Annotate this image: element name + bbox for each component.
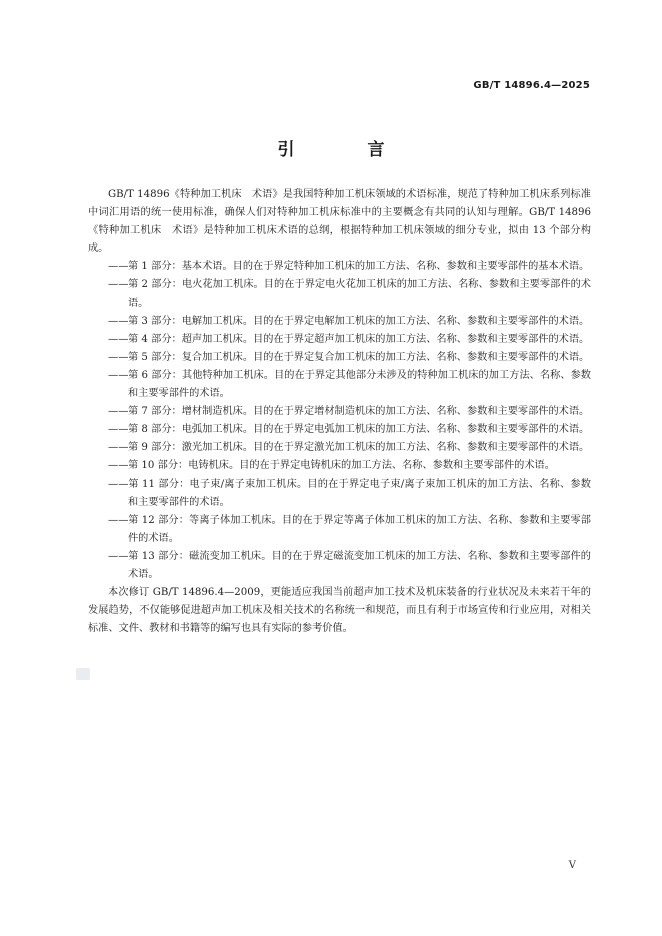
dash-marker: —— xyxy=(108,351,129,363)
list-item xyxy=(88,476,591,512)
part-text: 第 13 部分：磁流变加工机床。目的在于界定磁流变加工机床的加工方法、名称、参数和主要零部件的术语。 xyxy=(128,550,591,580)
part-text: 第 11 部分：电子束/离子束加工机床。目的在于界定电子束/离子束加工机床的加工方法、名称、参数和主要零部件的术语。 xyxy=(128,478,591,508)
part-text: 第 3 部分：电解加工机床。目的在于界定电解加工机床的加工方法、名称、参数和主要零部件的术语。 xyxy=(128,315,590,327)
list-item xyxy=(88,403,591,421)
dash-marker: —— xyxy=(108,315,129,327)
list-item xyxy=(88,313,591,331)
list-item xyxy=(88,512,591,548)
part-text: 第 4 部分：超声加工机床。目的在于界定超声加工机床的加工方法、名称、参数和主要零部件的术语。 xyxy=(128,333,590,345)
part-text: 第 1 部分：基本术语。目的在于界定特种加工机床的加工方法、名称、参数和主要零部件的基本术语。 xyxy=(128,261,590,273)
revision-paragraph: 本次修订 GB/T 14896.4—2009，更能适应我国当前超声加工技术及机床装备的行业状况及未来若干年的发展趋势，不仅能够促进超声加工机床及相关技术的名称统一和规范，而且有利于市场宣传和行业应用，对相关标准、文件、教材和书籍等的编写也具有实际的参考价值。 xyxy=(88,587,591,635)
dash-marker: —— xyxy=(108,279,129,291)
document-body xyxy=(88,186,591,638)
dash-marker: —— xyxy=(108,369,129,381)
dash-marker: —— xyxy=(108,460,129,472)
list-item xyxy=(88,331,591,349)
intro-paragraph: GB/T 14896《特种加工机床 术语》是我国特种加工机床领域的术语标准，规范了特种加工机床系列标准中词汇用语的统一使用标准，确保人们对特种加工机床标准中的主要概念有共同的认知与理解。GB/T 14896《特种加工机床 术语》是特种加工机床术语的总纲，根据特种加工机床领域的细分专业，拟由 13 个部分构成。 xyxy=(88,189,591,255)
page-number: V xyxy=(568,860,576,871)
dash-marker: —— xyxy=(108,406,129,418)
part-text: 第 2 部分：电火花加工机床。目的在于界定电火花加工机床的加工方法、名称、参数和主要零部件的术语。 xyxy=(128,279,591,309)
part-text: 第 8 部分：电弧加工机床。目的在于界定电弧加工机床的加工方法、名称、参数和主要零部件的术语。 xyxy=(128,424,590,436)
list-item xyxy=(88,439,591,457)
parts-list xyxy=(88,258,591,584)
list-item xyxy=(88,276,591,312)
dash-marker: —— xyxy=(108,550,129,562)
dash-marker: —— xyxy=(108,424,129,436)
part-text: 第 12 部分：等离子体加工机床。目的在于界定等离子体加工机床的加工方法、名称、参数和主要零部件的术语。 xyxy=(128,514,591,544)
list-item xyxy=(88,421,591,439)
part-text: 第 9 部分：激光加工机床。目的在于界定激光加工机床的加工方法、名称、参数和主要零部件的术语。 xyxy=(128,442,590,454)
page-title: 引 言 xyxy=(277,140,413,160)
part-text: 第 10 部分：电铸机床。目的在于界定电铸机床的加工方法、名称、参数和主要零部件的术语。 xyxy=(128,460,555,472)
list-item xyxy=(88,457,591,475)
list-item xyxy=(88,548,591,584)
part-text: 第 7 部分：增材制造机床。目的在于界定增材制造机床的加工方法、名称、参数和主要零部件的术语。 xyxy=(128,406,590,418)
dash-marker: —— xyxy=(108,478,129,490)
part-text: 第 6 部分：其他特种加工机床。目的在于界定其他部分未涉及的特种加工机床的加工方法、名称、参数和主要零部件的术语。 xyxy=(128,369,591,400)
dash-marker: —— xyxy=(108,514,129,526)
dash-marker: —— xyxy=(108,442,129,454)
dash-marker: —— xyxy=(108,333,129,345)
standard-number: GB/T 14896.4—2025 xyxy=(473,80,590,91)
watermark-logo xyxy=(76,668,90,680)
list-item xyxy=(88,258,591,276)
part-text: 第 5 部分：复合加工机床。目的在于界定复合加工机床的加工方法、名称、参数和主要零部件的术语。 xyxy=(128,351,590,363)
list-item xyxy=(88,349,591,367)
list-item xyxy=(88,367,591,403)
dash-marker: —— xyxy=(108,261,129,273)
